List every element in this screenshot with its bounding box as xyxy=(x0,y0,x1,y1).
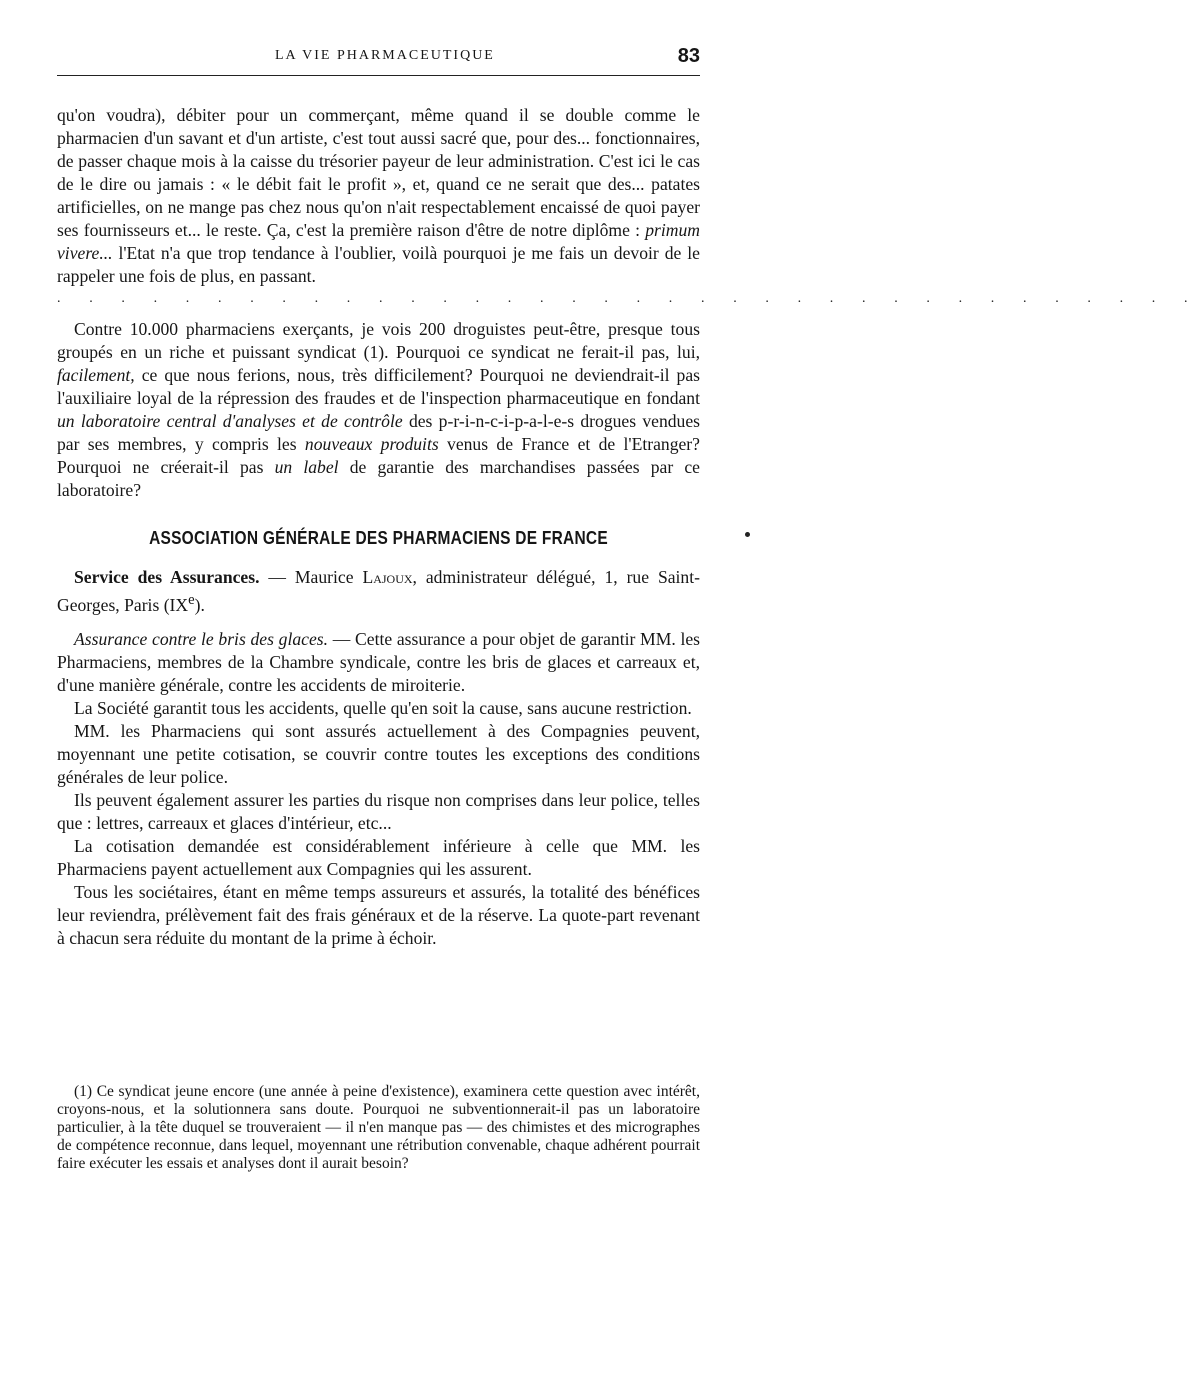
footnote-text: (1) Ce syndicat jeune encore (une année à peine d'existence), examinera cette question avec intérêt, croyons-nous, et la solutionnera sans doute. Pourquoi ne subventionnerait-il pas un laboratoire particulier, à la tête duquel se trouveraient — il n'en manque pas — des chimistes et des micrographes de compétence reconnue, dans lequel, moyennant une rétribution convenable, chaque adhérent pourrait faire exécuter les essais et analyses dont il aurait besoin? xyxy=(57,1083,700,1172)
page-number: 83 xyxy=(677,45,700,67)
paragraph-service: Service des Assurances. — Maurice Lajoux, administrateur délégué, 1, rue Saint-Georges, Paris (IXe). xyxy=(57,567,700,615)
ellipsis-separator: . . . . . . . . . . . . . . . . . . . . . . . . . . . . . . . . . . . . xyxy=(57,291,1200,306)
paragraph-cotisation: La cotisation demandée est considérablement inférieure à celle que MM. les Pharmaciens payent actuellement aux Compagnies qui les assurent. xyxy=(57,835,700,879)
ink-speck xyxy=(745,532,750,537)
running-title: LA VIE PHARMACEUTIQUE xyxy=(275,48,495,63)
paragraph-tous: Tous les sociétaires, étant en même temps assureurs et assurés, la totalité des bénéfices leur reviendra, prélèvement fait des frais généraux et de la réserve. La quote-part revenant à chacun sera réduite du montant de la prime à échoir. xyxy=(57,881,700,948)
footnote xyxy=(57,1083,700,1173)
section-heading: ASSOCIATION GÉNÉRALE DES PHARMACIENS DE FRANCE xyxy=(149,528,608,548)
page-header xyxy=(57,45,700,70)
paragraph-assurance: Assurance contre le bris des glaces. — Cette assurance a pour objet de garantir MM. les Pharmaciens, membres de la Chambre syndicale, contre les bris de glaces et carreaux et, d'une manière générale, contre les accidents de miroiterie. xyxy=(57,628,700,695)
header-rule xyxy=(57,75,700,76)
paragraph-societe: La Société garantit tous les accidents, quelle qu'en soit la cause, sans aucune restriction. xyxy=(74,697,692,718)
paragraph-intro: qu'on voudra), débiter pour un commerçant, même quand il se double comme le pharmacien d'un savant et d'un artiste, c'est tout aussi sacré que, pour des... fonctionnaires, de passer chaque mois à la caisse du trésorier payeur de leur administration. C'est ici le cas de le dire ou jamais : « le débit fait le profit », et, quand ce ne serait que des... patates artificielles, on ne mange pas chez nous qu'on n'ait respectablement encaissé de quoi payer ses fournisseurs et... le reste. Ça, c'est la première raison d'être de notre diplôme : primum vivere... l'Etat n'a que trop tendance à l'oublier, voilà pourquoi je me fais un devoir de le rappeler une fois de plus, en passant. xyxy=(57,105,700,286)
paragraph-mm: MM. les Pharmaciens qui sont assurés actuellement à des Compagnies peuvent, moyennant une petite cotisation, se couvrir contre toutes les exceptions des conditions générales de leur police. xyxy=(57,720,700,787)
main-text xyxy=(57,104,1200,950)
paragraph-gap xyxy=(57,617,700,628)
paragraph-syndicat: Contre 10.000 pharmaciens exerçants, je vois 200 droguistes peut-être, presque tous groupés en un riche et puissant syndicat (1). Pourquoi ce syndicat ne ferait-il pas, lui, facilement, ce que nous ferions, nous, très difficilement? Pourquoi ne deviendrait-il pas l'auxiliaire loyal de la répression des fraudes et de l'inspection pharmaceutique en fondant un laboratoire central d'analyses et de contrôle des p-r-i-n-c-i-p-a-l-e-s drogues vendues par ses membres, y compris les nouveaux produits venus de France et de l'Etranger? Pourquoi ne créerait-il pas un label de garantie des marchandises passées par ce laboratoire? xyxy=(57,319,701,500)
paragraph-ils: Ils peuvent également assurer les parties du risque non comprises dans leur police, telles que : lettres, carreaux et glaces d'intérieur, etc... xyxy=(57,789,700,833)
